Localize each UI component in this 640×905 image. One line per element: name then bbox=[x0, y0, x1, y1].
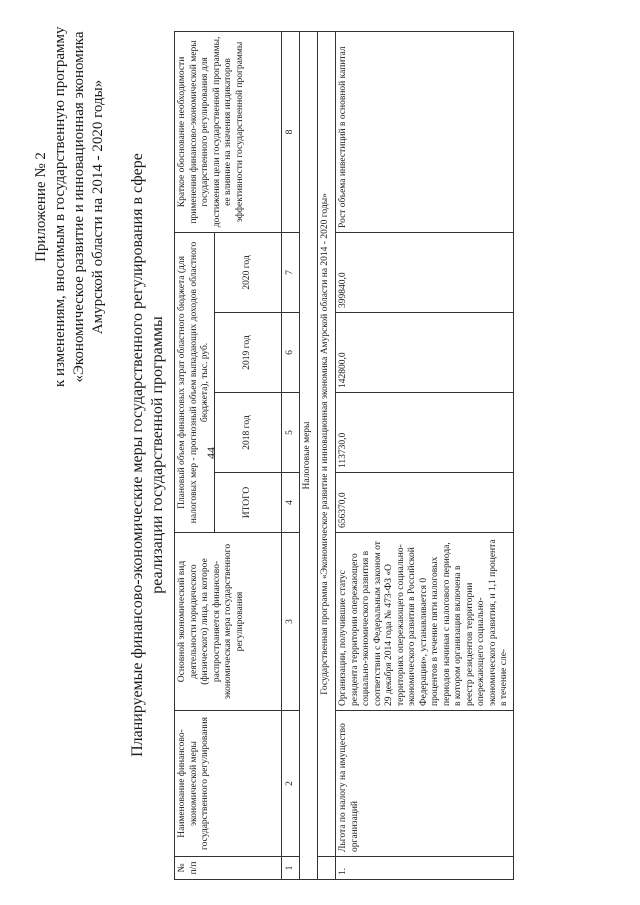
appendix-line: к изменениям, вносимым в государственную программу bbox=[52, 26, 68, 387]
amount-2018: 113730,0 bbox=[336, 393, 514, 473]
total-amount: 656370,0 bbox=[336, 473, 514, 533]
header-2020: 2020 год bbox=[214, 232, 281, 312]
column-number: 7 bbox=[281, 232, 300, 312]
column-number: 4 bbox=[281, 473, 300, 533]
column-number: 1 bbox=[281, 857, 300, 880]
appendix-line: «Экономическое развитие и инновационная экономика bbox=[71, 31, 87, 383]
header-measure: Наименование финансово-экономической меры государственного регулирования bbox=[175, 711, 282, 857]
amount-2020: 399840,0 bbox=[336, 232, 514, 312]
header-activity: Основной экономический вид деятельности юридического (физического) лица, на которое распространяется финансово-экономическая мера государственного регулирования bbox=[175, 533, 282, 711]
column-number: 6 bbox=[281, 313, 300, 393]
program-title: Государственная программа «Экономическое развитие и инновационная экономика Амурской области на 2014 - 2020 годы» bbox=[318, 31, 336, 856]
row-number: 1. bbox=[336, 857, 514, 880]
header-total: ИТОГО bbox=[214, 473, 281, 533]
appendix-line: Амурской области на 2014 - 2020 годы» bbox=[90, 79, 106, 335]
column-number: 2 bbox=[281, 711, 300, 857]
section-row bbox=[300, 31, 318, 879]
activity-description: Организации, получившие статус резидента территории опережающего социально-экономического развития в соответствии с Федеральным законом от 29 декабря 2014 года № 473-ФЗ «О территориях опережающего социально-экономического развития в Российской Федерации», устанавливается 0 процентов в течение пяти налоговых периодов начиная с налогового периода, в котором организация включена в реестр резидентов территории опережающего социально-экономического развития, и 1,1 процента в течение сле- bbox=[336, 533, 514, 711]
program-row bbox=[318, 31, 336, 879]
amount-2019: 142800,0 bbox=[336, 313, 514, 393]
column-number-row bbox=[281, 31, 300, 879]
column-number: 8 bbox=[281, 31, 300, 232]
header-num: № п/п bbox=[175, 857, 282, 880]
header-reason: Краткое обоснование необходимости применения финансово-экономической меры государственного регулирования для достижения цели государственной программы, ее влияние на значения индикаторов эффективности государственной программы bbox=[175, 31, 282, 232]
document-title: Планируемые финансово-экономические меры государственного регулирования в сфере реализации государственной программы bbox=[129, 153, 166, 757]
column-number: 5 bbox=[281, 393, 300, 473]
header-financing: Плановый объем финансовых затрат областного бюджета (для налоговых мер - прогнозный объем выпадающих доходов областного бюджета), тыс. руб. bbox=[175, 232, 215, 532]
header-2018: 2018 год bbox=[214, 393, 281, 473]
measure-name: Льгота по налогу на имущество организаций bbox=[336, 711, 514, 857]
appendix-header bbox=[32, 27, 108, 387]
column-number: 3 bbox=[281, 533, 300, 711]
table-row bbox=[336, 31, 514, 879]
measures-table bbox=[174, 31, 514, 880]
reason-text: Рост объема инвестиций в основной капитал bbox=[336, 31, 514, 232]
appendix-line: Приложение № 2 bbox=[33, 152, 49, 262]
empty-cell bbox=[318, 857, 336, 880]
table-header-row bbox=[175, 31, 215, 879]
header-2019: 2019 год bbox=[214, 313, 281, 393]
section-tax-measures: Налоговые меры bbox=[300, 31, 318, 879]
page-number: 44 bbox=[204, 447, 218, 459]
